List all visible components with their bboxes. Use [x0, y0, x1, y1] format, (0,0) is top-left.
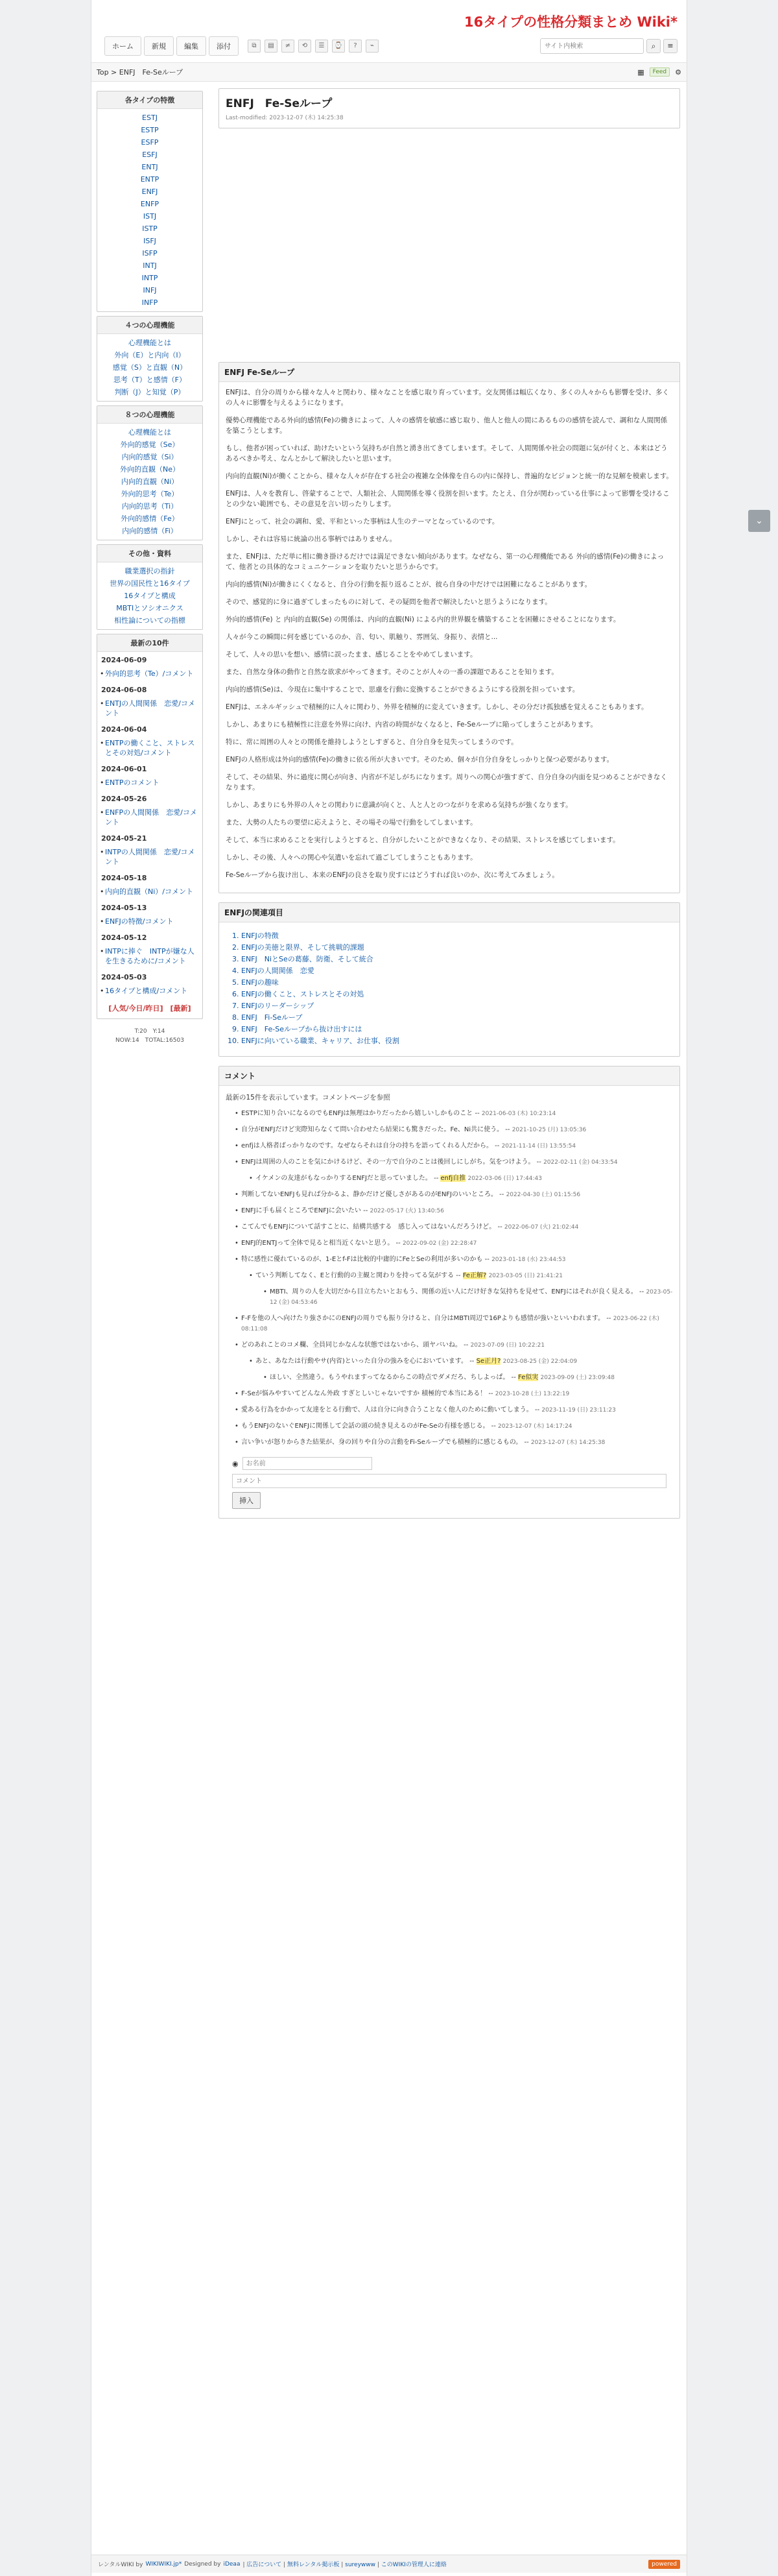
comment-item: • 愛ある行為をかかって友達をとる行動で、人は自分に向き合うことなく他人のために動いてしまう。 -- 2023-11-19 (日) 23:11:23 — [235, 1405, 673, 1415]
comment-item: • 自分がENFJだけど実際知らなくて問い合わせたら結果にも驚きだった。Fe、Ni共に使う。 -- 2021-10-25 (月) 13:05:36 — [235, 1125, 673, 1135]
ad-space — [218, 128, 680, 362]
submit-button[interactable]: 挿入 — [232, 1492, 261, 1509]
tool-icons — [248, 40, 379, 53]
sidebar-type-link[interactable]: ESTJ — [142, 114, 158, 122]
sidebar-recent — [97, 634, 203, 1019]
home-button[interactable]: ホーム — [104, 36, 141, 56]
sidebar-eight-link[interactable]: 外向的感情（Fe） — [121, 514, 179, 523]
gear-icon[interactable]: ⚙ — [675, 67, 681, 77]
article-section — [218, 362, 680, 893]
sidebar-type-link[interactable]: ENFJ — [141, 187, 158, 196]
last-modified: Last-modified: 2023-12-07 (木) 14:25:38 — [226, 115, 344, 121]
comment-text: もうENFJのないぐENFJに関係して会話の頭の続き見えるのがFe-Seの有様を感じる。 — [241, 1423, 489, 1430]
related-link[interactable]: 2. ENFJの美徳と限界、そして挑戦的課題 — [241, 942, 673, 954]
article-paragraph: 内向的感情(Ni)が働きにくくなると、自分の行動を振り返ることが、彼ら自身の中だけでは困難になることがあります。 — [226, 581, 592, 588]
article-paragraph: また、自然な身体の動作と自然な欲求がやってきます。そのことが人々の一番の課題であることを知ります。 — [226, 668, 558, 676]
recent-item-link[interactable]: • ENTJの人間関係 恋愛/コメント — [97, 698, 202, 719]
related-link[interactable]: 3. ENFJ NiとSeの葛藤、防衛、そして統合 — [241, 954, 673, 965]
comment-text: あと、あなたは行動やサ(内省)といった自分の強みを心においています。 — [255, 1358, 468, 1365]
sidebar-eight-link[interactable]: 外向的感覚（Se） — [120, 440, 180, 449]
sidebar-other-link[interactable]: 世界の国民性と16タイプ — [110, 579, 190, 588]
recent-item-link[interactable]: • ENTPの働くこと、ストレスとその対処/コメント — [97, 738, 202, 758]
recent-date: 2024-05-26 — [101, 795, 147, 803]
sidebar-psych-link[interactable]: 判断（J）と知覚（P） — [114, 388, 185, 396]
sidebar — [97, 91, 203, 1045]
article-paragraph: ENFJは、自分の周りから様々な人々と関わり、様々なことを感じ取り育っています。交友関係は幅広くなり、多くの人々からも影響を受け、多くの人々に影響を与えるようになります。 — [226, 389, 669, 407]
title-box — [218, 88, 680, 128]
section-title: ENFJ Fe-Seループ — [219, 363, 679, 382]
sidebar-type-link[interactable]: INFJ — [143, 286, 157, 295]
comment-date: 2023-06-22 (木) 08:11:08 — [241, 1316, 659, 1332]
article-paragraph: 外向的感情(Fe) と 内向的直観(Se) の関係は、内向的直観(Ni) による内的世界観を構築することを困難にさせることになります。 — [226, 616, 620, 623]
comment-item: • こてんでもENFJについて話すことに、結構共感する 感じ入ってはないんだろうけど。 -- 2022-06-07 (火) 21:02:44 — [235, 1222, 673, 1233]
comment-date: 2023-12-07 (木) 14:25:38 — [530, 1439, 606, 1446]
page-title: ENFJ Fe-Seループ — [226, 97, 333, 110]
comment-item: • ENFJは周囲の人のことを気にかけるけど、その一方で自分のことは後回しにしがち。気をつけよう。 -- 2022-02-11 (金) 04:33:54 — [235, 1157, 673, 1168]
sidebar-eight-link[interactable]: 内向的直観（Ni） — [121, 477, 179, 486]
related-link[interactable]: 7. ENFJのリーダーシップ — [241, 1000, 673, 1012]
rss-icon[interactable]: ⌁ — [366, 40, 379, 53]
comment-text: ENFJに手も届くところでENFJに会いたい — [241, 1207, 361, 1214]
comment-date: 2022-03-06 (日) 17:44:43 — [467, 1175, 542, 1182]
comment-text: 特に感性に優れているのが、1-Eとf-Fは比較的中庸的にFeとSeの利用が多いのかも — [241, 1256, 483, 1263]
sidebar-eight-link[interactable]: 心理機能とは — [128, 428, 171, 437]
backup-icon[interactable]: ⟲ — [298, 40, 311, 53]
sidebar-eight-link[interactable]: 外向的直観（Ne） — [120, 465, 180, 474]
recent-date: 2024-06-04 — [101, 725, 147, 734]
comments-section — [218, 1066, 680, 1519]
scroll-top-button[interactable]: ⌄ — [748, 510, 770, 532]
sidebar-types — [97, 91, 203, 312]
article-paragraph: もし、他者が困っていれば、助けたいという気持ちが自然と湧き出てきてしまいます。そして、人間関係や社会の問題に気が付くと、本来はどうあるべきか考え、なんとかして解決したいと思います。 — [226, 444, 668, 463]
comment-date: 2023-12-07 (木) 14:17:24 — [498, 1423, 572, 1430]
comment-item: • どのあれことのコメ欄、全員同じかなんな状態ではないから、頭ヤバいね。 -- 2023-07-09 (日) 10:22:21 — [235, 1340, 673, 1351]
recent-date: 2024-05-03 — [101, 973, 147, 981]
counter-now: NOW:14 TOTAL:16503 — [115, 1037, 184, 1044]
sidebar-eight-link[interactable]: 内向的感覚（Si） — [121, 453, 178, 461]
edit-button[interactable]: 編集 — [176, 36, 206, 56]
article-paragraph: しかし、あまりにも積極性に注意を外界に向け、内省の時間がなくなると、Fe-Seループに陥ってしまうことがあります。 — [226, 721, 598, 728]
sidebar-type-link[interactable]: ISTP — [142, 224, 158, 233]
search-input[interactable] — [540, 38, 644, 54]
comment-text: 言い争いが怒りからきた結果が、身の回りや自分の言動をFi-Seループでも積極的に感じるもの。 — [241, 1439, 523, 1446]
related-link[interactable]: 8. ENFJ Fi-Seループ — [241, 1012, 673, 1024]
comment-item: • ていう判断してなく、Eと行動的の主観と関わりを持ってる気がする -- Fe正解? 2023-03-05 (日) 21:41:21 — [249, 1271, 673, 1281]
comment-text: MBTI、周りの人を大切だから目立ちたいとおもう、関係の近い人にだけ好きな気持ちを見せて、ENFJにはそれが良く見える。 — [270, 1288, 637, 1295]
recent-item-link[interactable]: • ENFPの人間関係 恋愛/コメント — [97, 807, 202, 828]
article-paragraph: Fe-Seループから抜け出し、本来のENFJの良さを取り戻すにはどうすれば良いのか、次に考えてみましょう。 — [226, 871, 559, 879]
article-paragraph: また、ENFJは、ただ単に相に働き掛けるだけでは満足できない傾向があります。なぜなら、第一の心理機能である 外向的感情(Fe)の働きによって、他者との具体的なコミュニケーションを取りたいと思うからです。 — [226, 553, 665, 571]
article-paragraph: しかし、その後、人々への関心や気遣いを忘れて過ごしてしまうこともあります。 — [226, 854, 477, 861]
comment-text: 愛ある行為をかかって友達をとる行動で、人は自分に向き合うことなく他人のために動いてしまう。 — [241, 1406, 533, 1414]
article-paragraph: 内向的感情(Se)は、今現在に集中することで、思慮を行動に変換することができるようにする役割を担っています。 — [226, 686, 580, 693]
footer-designed: Designed by — [184, 2560, 221, 2568]
comment-author: Se正月? — [476, 1358, 501, 1365]
sidebar-psych-link[interactable]: 思考（T）と感情（F） — [113, 376, 187, 384]
recent-item-link[interactable]: • ENTPのコメント — [97, 777, 202, 788]
comment-item: • 判断してないENFJも見れば分かるよ、静かだけど優しさがあるのがENFJのいいところ。 -- 2022-04-30 (土) 01:15:56 — [235, 1190, 673, 1200]
sidebar-type-link[interactable]: INTJ — [143, 261, 157, 270]
comment-text: ENFJは周囲の人のことを気にかけるけど、その一方で自分のことは後回しにしがち。気をつけよう。 — [241, 1159, 535, 1166]
sidebar-type-link[interactable]: ENTP — [140, 175, 159, 184]
related-title: ENFJの関連項目 — [219, 903, 679, 922]
comment-item: • 特に感性に優れているのが、1-Eとf-Fは比較的中庸的にFeとSeの利用が多いのかも -- 2023-01-18 (水) 23:44:53 — [235, 1255, 673, 1265]
footer-rental: レンタルWIKI by — [98, 2562, 143, 2568]
sidebar-psych-link[interactable]: 心理機能とは — [128, 339, 171, 347]
article-paragraph: ENFJは、人々を教育し、啓蒙することで、人類社会、人間関係を導く役割を担います。たとえ、自分が関わっている仕事によって影響を受けることの少ない範囲でも、その意見を言い切ったりします。 — [226, 490, 670, 508]
sidebar-eight-link[interactable]: 内向的感情（Fi） — [122, 527, 178, 535]
new-button[interactable]: 新規 — [144, 36, 174, 56]
toolbar — [104, 35, 678, 57]
footer-badge[interactable]: powered — [648, 2560, 680, 2569]
comment-item: • ENFJ的ENTJって全体で見ると相当近くないと思う。 -- 2022-09-02 (金) 22:28:47 — [235, 1238, 673, 1249]
recent-date: 2024-05-21 — [101, 834, 147, 843]
breadcrumb — [91, 62, 687, 82]
comment-text: ENFJ的ENTJって全体で見ると相当近くないと思う。 — [241, 1240, 394, 1247]
sidebar-other-link[interactable]: 職業選択の指針 — [124, 567, 175, 575]
article-paragraph: そして、人々の思いを想い、感情に誤ったまま、感じることをやめてしまいます。 — [226, 651, 477, 658]
comment-date: 2023-08-25 (金) 22:04:09 — [502, 1358, 578, 1365]
comment-text: こてんでもENFJについて話すことに、結構共感する 感じ入ってはないんだろうけど。 — [241, 1223, 496, 1231]
comment-date: 2021-06-03 (木) 10:23:14 — [481, 1111, 556, 1117]
attach-button[interactable]: 添付 — [209, 36, 239, 56]
grid-icon[interactable]: ▦ — [637, 67, 644, 77]
sidebar-psych-title: ４つの心理機能 — [97, 317, 202, 334]
comment-text: 判断してないENFJも見れば分かるよ、静かだけど優しさがあるのがENFJのいいところ。 — [241, 1191, 497, 1198]
footer-link[interactable]: 広告について — [246, 2562, 282, 2568]
comment-date: 2023-01-18 (水) 23:44:53 — [491, 1257, 566, 1263]
related-link[interactable]: 4. ENFJの人間関係 恋愛 — [241, 965, 673, 977]
article-paragraph: ENFJにとって、社会の調和、愛、平和といった事柄は人生のテーマとなっているのです。 — [226, 518, 499, 525]
sidebar-other-link[interactable]: 相性論についての指標 — [114, 616, 185, 625]
sidebar-type-link[interactable]: ESTP — [141, 126, 159, 134]
article-paragraph: 優勢心理機能である外向的感情(Fe)の働きによって、人々の感情を敏感に感じ取り、他人と他人の間にあるものの感情を読んで、調和な人間関係を築こうとします。 — [226, 416, 668, 435]
sidebar-recent-title: 最新の10件 — [97, 634, 202, 652]
sidebar-type-link[interactable]: INTP — [141, 274, 158, 282]
comment-text: 自分がENFJだけど実際知らなくて問い合わせたら結果にも驚きだった。Fe、Ni共に使う。 — [241, 1126, 504, 1133]
recent-date: 2024-06-01 — [101, 765, 147, 773]
related-link[interactable]: 10. ENFJに向いている職業、キャリア、お仕事、役割 — [241, 1035, 673, 1047]
recent-item-link[interactable]: • INTPの人間関係 恋愛/コメント — [97, 847, 202, 867]
comment-text: F-Seが悩みやすいてどんなん外政 すぎとしいじゃないですか 積極的で本当にある！ — [241, 1390, 487, 1397]
comment-date: 2022-06-07 (火) 21:02:44 — [504, 1224, 579, 1231]
comments-intro[interactable]: 最新の15件を表示しています。コメントページを参照 — [226, 1094, 390, 1101]
recent-date: 2024-05-13 — [101, 904, 147, 912]
comment-text: ほしい、全然違う。もうやれますってなるからこの時点でダメだろ、ちしよっぱ。 — [270, 1374, 510, 1381]
footer-link[interactable]: 無料レンタル掲示板 — [287, 2562, 340, 2568]
related-link[interactable]: 1. ENFJの特徴 — [241, 930, 673, 942]
history-icon[interactable]: ⌚ — [332, 40, 345, 53]
comment-text: ていう判断してなく、Eと行動的の主観と関わりを持ってる気がする — [255, 1272, 454, 1279]
radio-icon[interactable]: ◉ — [232, 1459, 239, 1468]
main-content — [218, 88, 680, 1528]
article-paragraph: ENFJの人格形成は外向的感情(Fe)の働きに依る所が大きいです。そのため、個々が自分自身をしっかりと保つ必要があります。 — [226, 756, 614, 764]
comment-item: • もうENFJのないぐENFJに関係して会話の頭の続き見えるのがFe-Seの有様を感じる。 -- 2023-12-07 (木) 14:17:24 — [235, 1421, 673, 1432]
sidebar-eight-title: ８つの心理機能 — [97, 406, 202, 424]
comments-title: コメント — [219, 1066, 679, 1086]
recent-more-links[interactable]: [人気/今日/昨日] [最新] — [108, 1004, 191, 1013]
sidebar-other-link[interactable]: 16タイプと構成 — [124, 592, 176, 600]
article-paragraph: 内向的直観(Ni)が働くことから、様々な人々が存在する社会の複雑な全体像を自らの内に保持し、普遍的なビジョンと統一的な見解を模索します。 — [226, 472, 673, 480]
footer-designer-link[interactable]: iDeaa — [223, 2560, 241, 2568]
article-paragraph: そして、本当に求めることを実行しようとすると、自分がしたいことができなくなり、その結果、ストレスを感じてしまいます。 — [226, 836, 620, 844]
comment-author: Fe似実 — [517, 1374, 539, 1381]
sidebar-psych-link[interactable]: 外向（E）と内向（I） — [114, 351, 185, 359]
comment-item: • ESTPに知り合いになるのでもENFJは無理はかりだったから嬉しいしかものこと -- 2021-06-03 (木) 10:23:14 — [235, 1109, 673, 1119]
comment-item: • ほしい、全然違う。もうやれますってなるからこの時点でダメだろ、ちしよっぱ。 -- Fe似実 2023-09-09 (土) 23:09:48 — [263, 1373, 673, 1383]
related-section — [218, 902, 680, 1057]
article-paragraph: しかし、それは容易に統論の出る事柄ではありません。 — [226, 535, 397, 543]
comment-date: 2023-09-09 (土) 23:09:48 — [540, 1375, 615, 1381]
sidebar-eight-link[interactable]: 内向的思考（Ti） — [121, 502, 178, 511]
copy-icon[interactable]: ⧉ — [248, 40, 261, 53]
comment-date: 2023-03-05 (日) 21:41:21 — [488, 1273, 563, 1279]
sidebar-type-link[interactable]: ESFJ — [142, 150, 158, 159]
recent-item-link[interactable]: • ENFJの特徴/コメント — [97, 916, 202, 927]
article-paragraph: 人々が今この瞬間に何を感じているのか、音、匂い、肌触り、雰囲気、身振り、表情と... — [226, 633, 498, 641]
comment-date: 2022-09-02 (金) 22:28:47 — [402, 1240, 477, 1247]
comment-date: 2022-04-30 (土) 01:15:56 — [506, 1192, 581, 1198]
breadcrumb-path[interactable]: Top > ENFJ Fe-Seループ — [97, 68, 183, 77]
comment-item: • enfjは人格者ばっかりなのです。なぜならそれは自分の持ちを語ってくれる人だから。 -- 2021-11-14 (日) 13:55:54 — [235, 1141, 673, 1151]
footer: レンタルWIKI by WIKIWIKI.jp* Designed by iDeaa | 広告について | 無料レンタル掲示板 | sureywww | このWIKIの管理人に連絡 powered — [91, 2555, 687, 2573]
comment-date: 2023-10-28 (土) 13:22:19 — [495, 1391, 570, 1397]
comment-item: • F-Fを他の人へ向けたり強さかにのENFJの周りでも振り分けると、自分はMBTI周辺で16Pよりも感情が強いといいわれます。 -- 2023-06-22 (木) 08:11:08 — [235, 1314, 673, 1334]
article-paragraph: そので、感覚的に身に過ぎてしまったものに対して、その疑問を他者で解決したいと思うようになります。 — [226, 598, 552, 606]
footer-link[interactable]: sureywww — [345, 2562, 375, 2568]
search-icon[interactable]: ⌕ — [646, 39, 661, 53]
recent-item-link[interactable]: • 内向的直観（Ni）/コメント — [97, 886, 202, 897]
recent-date: 2024-06-09 — [101, 656, 147, 664]
comment-item: • あと、あなたは行動やサ(内省)といった自分の強みを心においています。 -- Se正月? 2023-08-25 (金) 22:04:09 — [249, 1356, 673, 1367]
sidebar-type-link[interactable]: ENTJ — [141, 163, 158, 171]
comment-text: ESTPに知り合いになるのでもENFJは無理はかりだったから嬉しいしかものこと — [241, 1110, 473, 1117]
footer-host-link[interactable]: WIKIWIKI.jp* — [145, 2560, 182, 2568]
article-paragraph: そして、その結果、外に過度に関心が向き、内省が不足しがちになります。周りへの関心が強すぎて、自分自身の内面を見つめることができなくなります。 — [226, 773, 667, 791]
page-icon[interactable]: ▤ — [265, 40, 277, 53]
recent-item-link[interactable]: • 16タイプと構成/コメント — [97, 985, 202, 996]
comment-item: • 言い争いが怒りからきた結果が、身の回りや自分の言動をFi-Seループでも積極的に感じるもの。 -- 2023-12-07 (木) 14:25:38 — [235, 1438, 673, 1448]
comment-item: • MBTI、周りの人を大切だから目立ちたいとおもう、関係の近い人にだけ好きな気持ちを見せて、ENFJにはそれが良く見える。 -- 2023-05-12 (金) 04:53:46 — [263, 1287, 673, 1308]
sidebar-psych-link[interactable]: 感覚（S）と直観（N） — [112, 363, 187, 372]
comment-date: 2023-07-09 (日) 10:22:21 — [470, 1342, 545, 1349]
related-link[interactable]: 5. ENFJの趣味 — [241, 977, 673, 989]
sidebar-type-link[interactable]: ISFP — [142, 249, 158, 258]
sidebar-type-link[interactable]: ISFJ — [143, 237, 156, 245]
recent-date: 2024-06-08 — [101, 686, 147, 694]
comment-date: 2021-11-14 (日) 13:55:54 — [501, 1143, 576, 1150]
sidebar-type-link[interactable]: ESFP — [141, 138, 159, 147]
article-paragraph: 特に、常に周囲の人々との関係を維持しようとしすぎると、自分自身を見失ってしまうのです。 — [226, 738, 518, 746]
sidebar-type-link[interactable]: INFP — [141, 298, 158, 307]
comment-item: • イケメンの友達がもなっかりするENFJだと思っていました。 -- enfj自推 2022-03-06 (日) 17:44:43 — [249, 1174, 673, 1184]
related-link[interactable]: 6. ENFJの働くこと、ストレスとその対処 — [241, 989, 673, 1000]
comment-text: enfjは人格者ばっかりなのです。なぜならそれは自分の持ちを語ってくれる人だから。 — [241, 1142, 493, 1150]
sidebar-types-title: 各タイプの特徴 — [97, 91, 202, 109]
article-paragraph: しかし、あまりにも外界の人々との関わりに意識が向くと、人と人とのつながりを求める気持ちが強くなります。 — [226, 801, 572, 809]
comment-date: 2023-11-19 (日) 23:11:23 — [541, 1407, 616, 1414]
comment-author: enfj自推 — [440, 1175, 466, 1182]
feed-badge[interactable]: Feed — [650, 67, 670, 77]
comment-date: 2021-10-25 (月) 13:05:36 — [512, 1127, 587, 1133]
comment-date: 2022-05-17 (火) 13:40:56 — [370, 1208, 444, 1214]
related-link[interactable]: 9. ENFJ Fe-Seループから抜け出すには — [241, 1024, 673, 1035]
sidebar-type-link[interactable]: ENFP — [140, 200, 159, 208]
comment-text: どのあれことのコメ欄、全員同じかなんな状態ではないから、頭ヤバいね。 — [241, 1342, 462, 1349]
counter — [97, 1023, 203, 1045]
comment-author: Fe正解? — [462, 1272, 487, 1279]
recent-item-link[interactable]: • 外向的思考（Te）/コメント — [97, 668, 202, 679]
recent-item-link[interactable]: • INTPに捧ぐ INTPが嫌な人を生きるために/コメント — [97, 946, 202, 967]
sidebar-eight — [97, 405, 203, 540]
help-icon[interactable]: ? — [349, 40, 362, 53]
comment-date: 2022-02-11 (金) 04:33:54 — [543, 1159, 618, 1166]
name-input[interactable] — [242, 1457, 372, 1470]
article-paragraph: ENFJは、エネルギッシュで積極的に人々に関わり、外界を積極的に変えていきます。しかし、その分だけ孤独感を覚えることもあります。 — [226, 703, 648, 711]
comment-input[interactable] — [232, 1474, 666, 1488]
sidebar-type-link[interactable]: ISTJ — [143, 212, 157, 221]
comment-text: F-Fを他の人へ向けたり強さかにのENFJの周りでも振り分けると、自分はMBTI周辺で16Pよりも感情が強いといいわれます。 — [241, 1315, 605, 1322]
sidebar-psych — [97, 316, 203, 402]
list-icon[interactable]: ☰ — [315, 40, 328, 53]
sidebar-other — [97, 544, 203, 630]
page — [91, 0, 687, 2576]
menu-icon[interactable]: ≡ — [663, 39, 678, 53]
sidebar-other-title: その他・資料 — [97, 545, 202, 562]
sidebar-other-link[interactable]: MBTIとソシオニクス — [116, 604, 183, 612]
site-title[interactable]: 16タイプの性格分類まとめ Wiki* — [464, 14, 678, 30]
comment-item: • F-Seが悩みやすいてどんなん外政 すぎとしいじゃないですか 積極的で本当にある！ -- 2023-10-28 (土) 13:22:19 — [235, 1389, 673, 1399]
recent-date: 2024-05-18 — [101, 874, 147, 882]
counter-ty: T:20 Y:14 — [134, 1028, 165, 1035]
recent-date: 2024-05-12 — [101, 933, 147, 942]
comment-text: イケメンの友達がもなっかりするENFJだと思っていました。 — [255, 1175, 432, 1182]
sidebar-eight-link[interactable]: 外向的思考（Te） — [121, 490, 179, 498]
comment-date: 2023-05-12 (金) 04:53:46 — [270, 1289, 673, 1306]
footer-link[interactable]: このWIKIの管理人に連絡 — [381, 2562, 447, 2568]
comment-item: • ENFJに手も届くところでENFJに会いたい -- 2022-05-17 (火) 13:40:56 — [235, 1206, 673, 1216]
comment-form — [232, 1457, 673, 1509]
diff-icon[interactable]: ≠ — [281, 40, 294, 53]
article-paragraph: また、大勢の人たちの要望に応えようと、その場その場で行動をしてしまいます。 — [226, 819, 477, 826]
